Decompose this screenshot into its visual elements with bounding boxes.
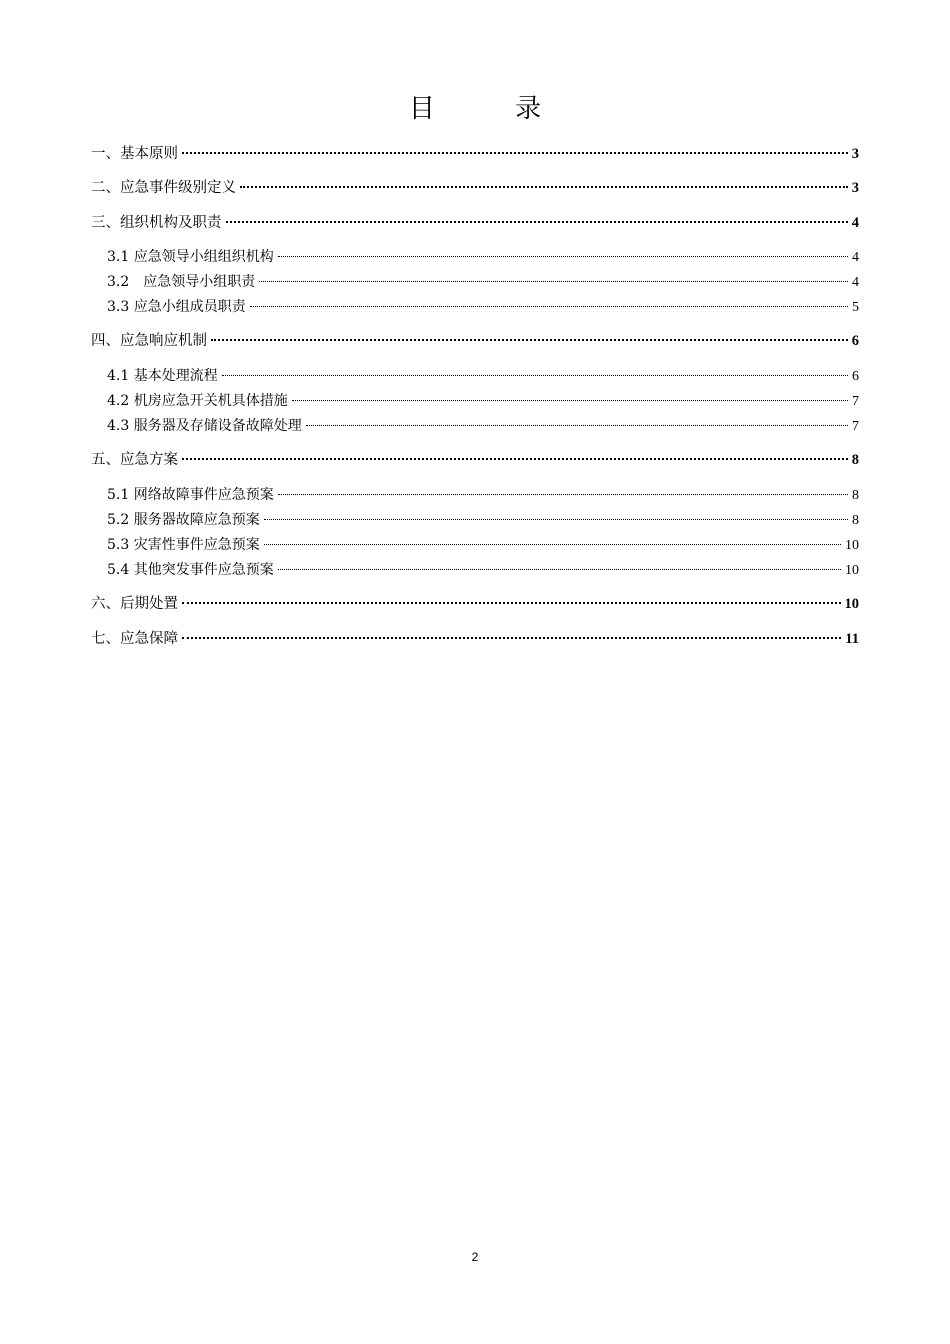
toc-entry-page: 7 (852, 419, 859, 434)
toc-entry-page: 4 (852, 250, 859, 265)
toc-entry[interactable] (91, 143, 859, 165)
toc-entry-page: 7 (852, 394, 859, 409)
toc-entry-label: 5.4 其他突发事件应急预案 (107, 562, 274, 578)
toc-entry-label: 七、应急保障 (91, 631, 178, 647)
toc-entry-label: 五、应急方案 (91, 452, 178, 468)
toc-leader (250, 306, 848, 307)
toc-entry-label: 5.3 灾害性事件应急预案 (107, 537, 260, 553)
toc-entry-label: 二、应急事件级别定义 (91, 180, 236, 196)
toc-subentry[interactable] (107, 559, 859, 581)
toc-leader (278, 494, 848, 495)
toc-entry-label: 3.1 应急领导小组组织机构 (107, 249, 274, 265)
toc-leader (182, 602, 841, 604)
toc-entry-label: 六、后期处置 (91, 596, 178, 612)
toc-entry-page: 10 (844, 596, 859, 612)
toc-leader (292, 400, 848, 401)
toc-entry-page: 3 (851, 180, 859, 196)
toc-leader (222, 375, 848, 376)
toc-leader (259, 281, 848, 282)
toc-entry-page: 5 (852, 300, 859, 315)
toc-entry-label: 四、应急响应机制 (91, 333, 207, 349)
toc-leader (278, 256, 848, 257)
toc-entry-page: 4 (852, 275, 859, 290)
toc-entry-label: 4.1 基本处理流程 (107, 368, 218, 384)
toc-subentry[interactable] (107, 415, 859, 437)
toc-entry-label: 4.3 服务器及存储设备故障处理 (107, 418, 302, 434)
toc-leader (278, 569, 841, 570)
toc-entry-page: 8 (851, 452, 859, 468)
toc-entry-label: 一、基本原则 (91, 146, 178, 162)
toc-entry-page: 6 (852, 369, 859, 384)
toc-subentry[interactable] (107, 534, 859, 556)
toc-subentry[interactable] (107, 484, 859, 506)
toc-leader (306, 425, 848, 426)
toc-entry-page: 11 (845, 631, 859, 647)
document-title: 目 录 (408, 94, 578, 124)
toc-subentry[interactable] (107, 365, 859, 387)
toc-subentry[interactable] (107, 509, 859, 531)
toc-subentry[interactable] (107, 296, 859, 318)
toc-entry[interactable] (91, 449, 859, 471)
toc-leader (264, 544, 841, 545)
toc-leader (182, 152, 848, 154)
toc-entry-page: 8 (852, 513, 859, 528)
page-number: 2 (471, 1250, 479, 1264)
toc-entry[interactable] (91, 628, 859, 650)
toc-entry[interactable] (91, 177, 859, 199)
toc-leader (226, 221, 848, 223)
toc-entry-label: 三、组织机构及职责 (91, 215, 222, 231)
toc-entry-label: 5.1 网络故障事件应急预案 (107, 487, 274, 503)
toc-leader (240, 186, 848, 188)
toc-entry-label: 4.2 机房应急开关机具体措施 (107, 393, 288, 409)
toc-leader (211, 339, 848, 341)
toc-leader (264, 519, 848, 520)
toc-entry[interactable] (91, 212, 859, 234)
toc-entry-page: 8 (852, 488, 859, 503)
toc-entry-label: 3.3 应急小组成员职责 (107, 299, 246, 315)
toc-subentry[interactable] (107, 271, 859, 293)
toc-entry-page: 10 (845, 563, 859, 578)
toc-entry-label: 5.2 服务器故障应急预案 (107, 512, 260, 528)
toc-entry-page: 10 (845, 538, 859, 553)
toc-entry-page: 3 (851, 146, 859, 162)
toc-subentry[interactable] (107, 390, 859, 412)
toc-entry-page: 6 (851, 333, 859, 349)
toc-subentry[interactable] (107, 246, 859, 268)
toc-entry-label: 3.2 应急领导小组职责 (107, 274, 256, 290)
toc-leader (182, 637, 841, 639)
toc-entry[interactable] (91, 330, 859, 352)
toc-leader (182, 458, 848, 460)
toc-entry[interactable] (91, 593, 859, 615)
toc-entry-page: 4 (851, 215, 859, 231)
